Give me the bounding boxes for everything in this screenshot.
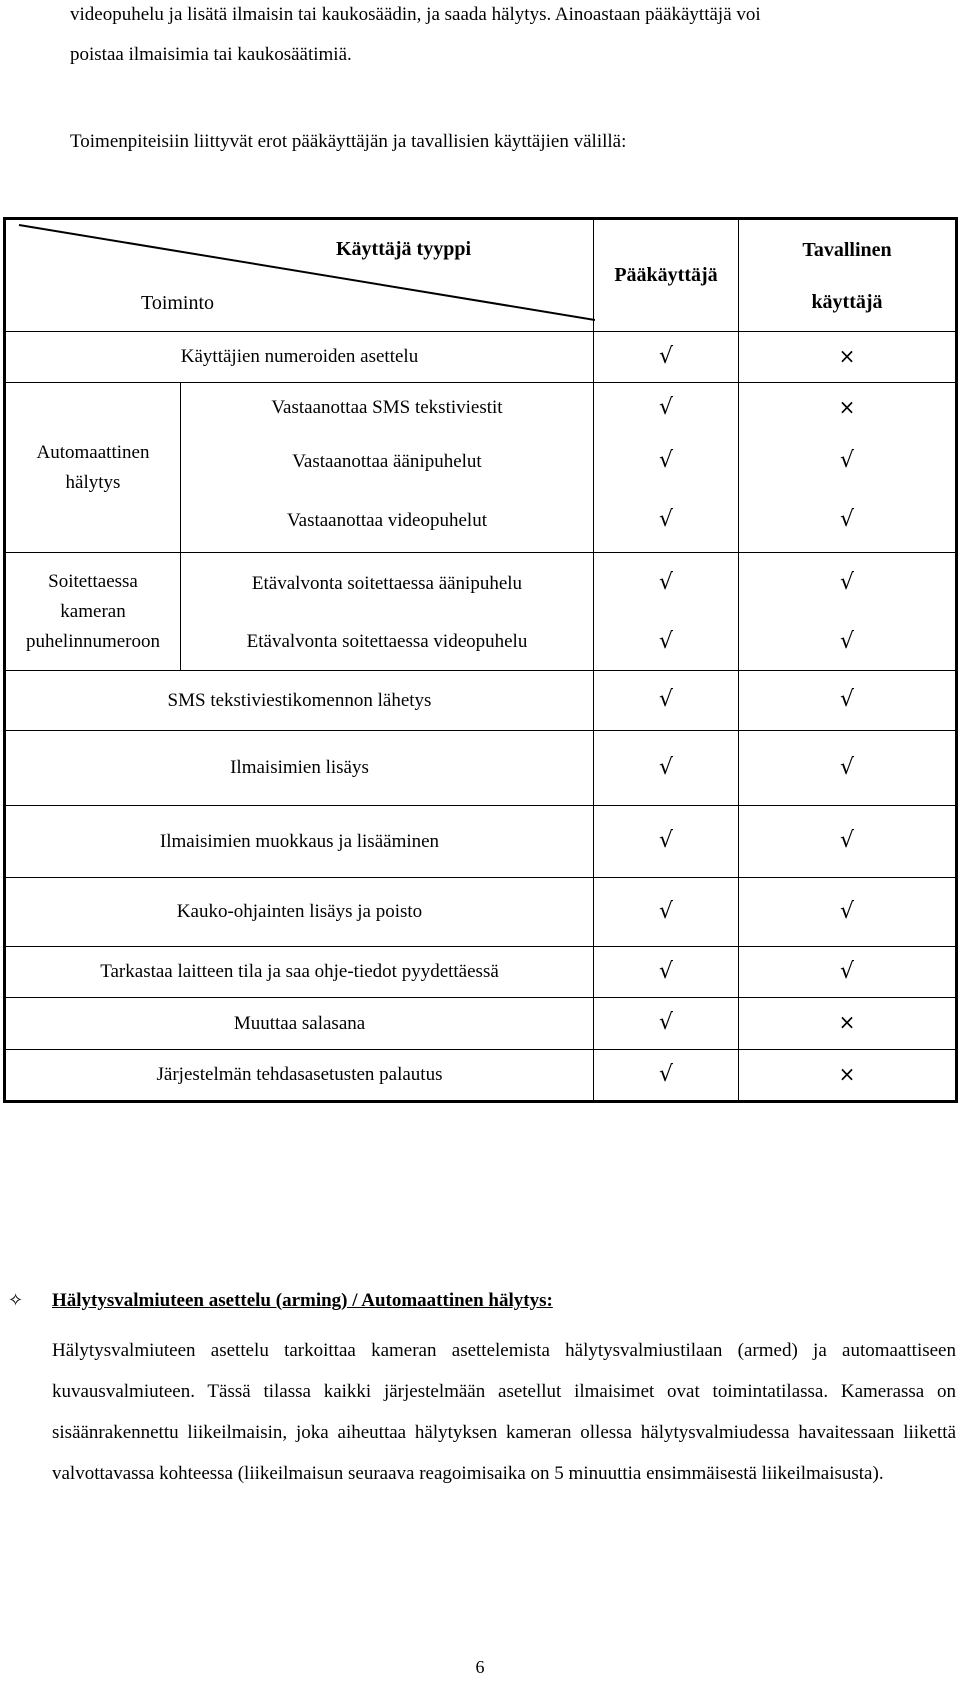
row-label: Käyttäjien numeroiden asettelu [5,332,594,383]
diamond-bullet-icon: ✧ [8,1290,24,1311]
table-row [5,806,957,878]
admin-cell [594,490,739,553]
table-row [5,1050,957,1102]
row-label: Vastaanottaa SMS tekstiviestit [181,383,594,434]
check-icon: √ [658,448,674,473]
header-user-type: Käyttäjä tyyppi [336,238,471,260]
cross-icon: × [838,343,856,368]
regular-cell [739,490,957,553]
check-icon: √ [658,1010,674,1035]
regular-cell [739,731,957,806]
regular-cell [739,947,957,998]
table-row [5,553,957,615]
row-label: Etävalvonta soitettaessa videopuhelu [181,615,594,671]
check-icon: √ [658,1061,674,1087]
permissions-table [3,217,958,1103]
admin-cell [594,731,739,806]
check-icon: √ [658,507,674,533]
regular-cell [739,434,957,490]
regular-cell [739,553,957,615]
check-icon: √ [658,898,674,924]
check-icon: √ [839,628,855,654]
check-icon: √ [839,448,855,473]
section-paragraph: Hälytysvalmiuteen asettelu tarkoittaa kameran asettelemista hälytysvalmiustilaan (armed) ja automaattiseen kuvausvalmiuteen. Tässä tilassa kaikki järjestelmään asetellut ilmaisimet ovat toimintatilassa. Kamerassa on sisäänrakennettu liikeilmaisin, joka aiheuttaa hälytyksen kameran ollessa hälytysvalmiudessa havaitessaan liikettä valvottavassa kohteessa (liikeilmaisun seuraava reagoimisaika on 5 minuuttia ensimmäisestä liikeilmaisusta). [52,1340,956,1484]
row-label: Järjestelmän tehdasasetusten palautus [5,1050,594,1102]
regular-cell [739,383,957,434]
cross-icon: × [838,1061,856,1086]
row-label: Etävalvonta soitettaessa äänipuhelu [181,553,594,615]
intro-line-3: Toimenpiteisiin liittyvät erot pääkäyttäjän ja tavallisien käyttäjien välillä: [70,131,627,152]
check-icon: √ [658,570,674,596]
check-icon: √ [839,507,855,533]
table-row [5,731,957,806]
admin-cell [594,332,739,383]
intro-line-2: poistaa ilmaisimia tai kaukosäätimiä. [70,44,352,65]
check-icon: √ [839,687,855,712]
section-heading [8,1290,553,1312]
check-icon: √ [658,343,674,369]
regular-cell [739,806,957,878]
table-row [5,998,957,1050]
row-label: Ilmaisimien muokkaus ja lisääminen [5,806,594,878]
row-label: Vastaanottaa videopuhelut [181,490,594,553]
check-icon: √ [658,754,674,780]
row-label: SMS tekstiviestikomennon lähetys [5,671,594,731]
cross-icon: × [838,1010,856,1034]
table-row [5,878,957,947]
row-label: Tarkastaa laitteen tila ja saa ohje-tiedot pyydettäessä [5,947,594,998]
check-icon: √ [839,828,855,853]
cross-icon: × [838,394,856,419]
check-icon: √ [839,570,855,596]
regular-cell [739,332,957,383]
check-icon: √ [658,828,674,853]
diagonal-divider [6,220,595,331]
page-number: 6 [475,1657,485,1677]
check-icon: √ [658,628,674,654]
row-label: Muuttaa salasana [5,998,594,1050]
regular-cell [739,998,957,1050]
regular-cell [739,878,957,947]
check-icon: √ [839,958,855,984]
row-label: Kauko-ohjainten lisäys ja poisto [5,878,594,947]
section-title: Hälytysvalmiuteen asettelu (arming) / Automaattinen hälytys: [52,1290,553,1311]
table-row [5,671,957,731]
check-icon: √ [658,687,674,712]
admin-cell [594,998,739,1050]
table-row [5,332,957,383]
regular-cell [739,671,957,731]
regular-cell [739,1050,957,1102]
check-icon: √ [839,754,855,780]
header-admin: Pääkäyttäjä [594,219,739,332]
check-icon: √ [658,958,674,984]
check-icon: √ [658,394,674,420]
admin-cell [594,671,739,731]
regular-cell [739,615,957,671]
check-icon: √ [839,898,855,924]
header-regular: Tavallinen käyttäjä [739,219,957,332]
group-call: Soitettaessa kameran puhelinnumeroon [5,553,181,671]
row-label: Vastaanottaa äänipuhelut [181,434,594,490]
table-header-row [5,219,957,332]
diagonal-header-cell [5,219,594,332]
intro-line-1: videopuhelu ja lisätä ilmaisin tai kaukosäädin, ja saada hälytys. Ainoastaan pääkäyttäjä voi [70,4,761,25]
table-row [5,947,957,998]
admin-cell [594,434,739,490]
admin-cell [594,806,739,878]
admin-cell [594,947,739,998]
group-auto-alarm: Automaattinen hälytys [5,383,181,553]
table-row [5,383,957,434]
header-action: Toiminto [141,292,215,314]
row-label: Ilmaisimien lisäys [5,731,594,806]
admin-cell [594,383,739,434]
admin-cell [594,1050,739,1102]
admin-cell [594,878,739,947]
admin-cell [594,553,739,615]
admin-cell [594,615,739,671]
